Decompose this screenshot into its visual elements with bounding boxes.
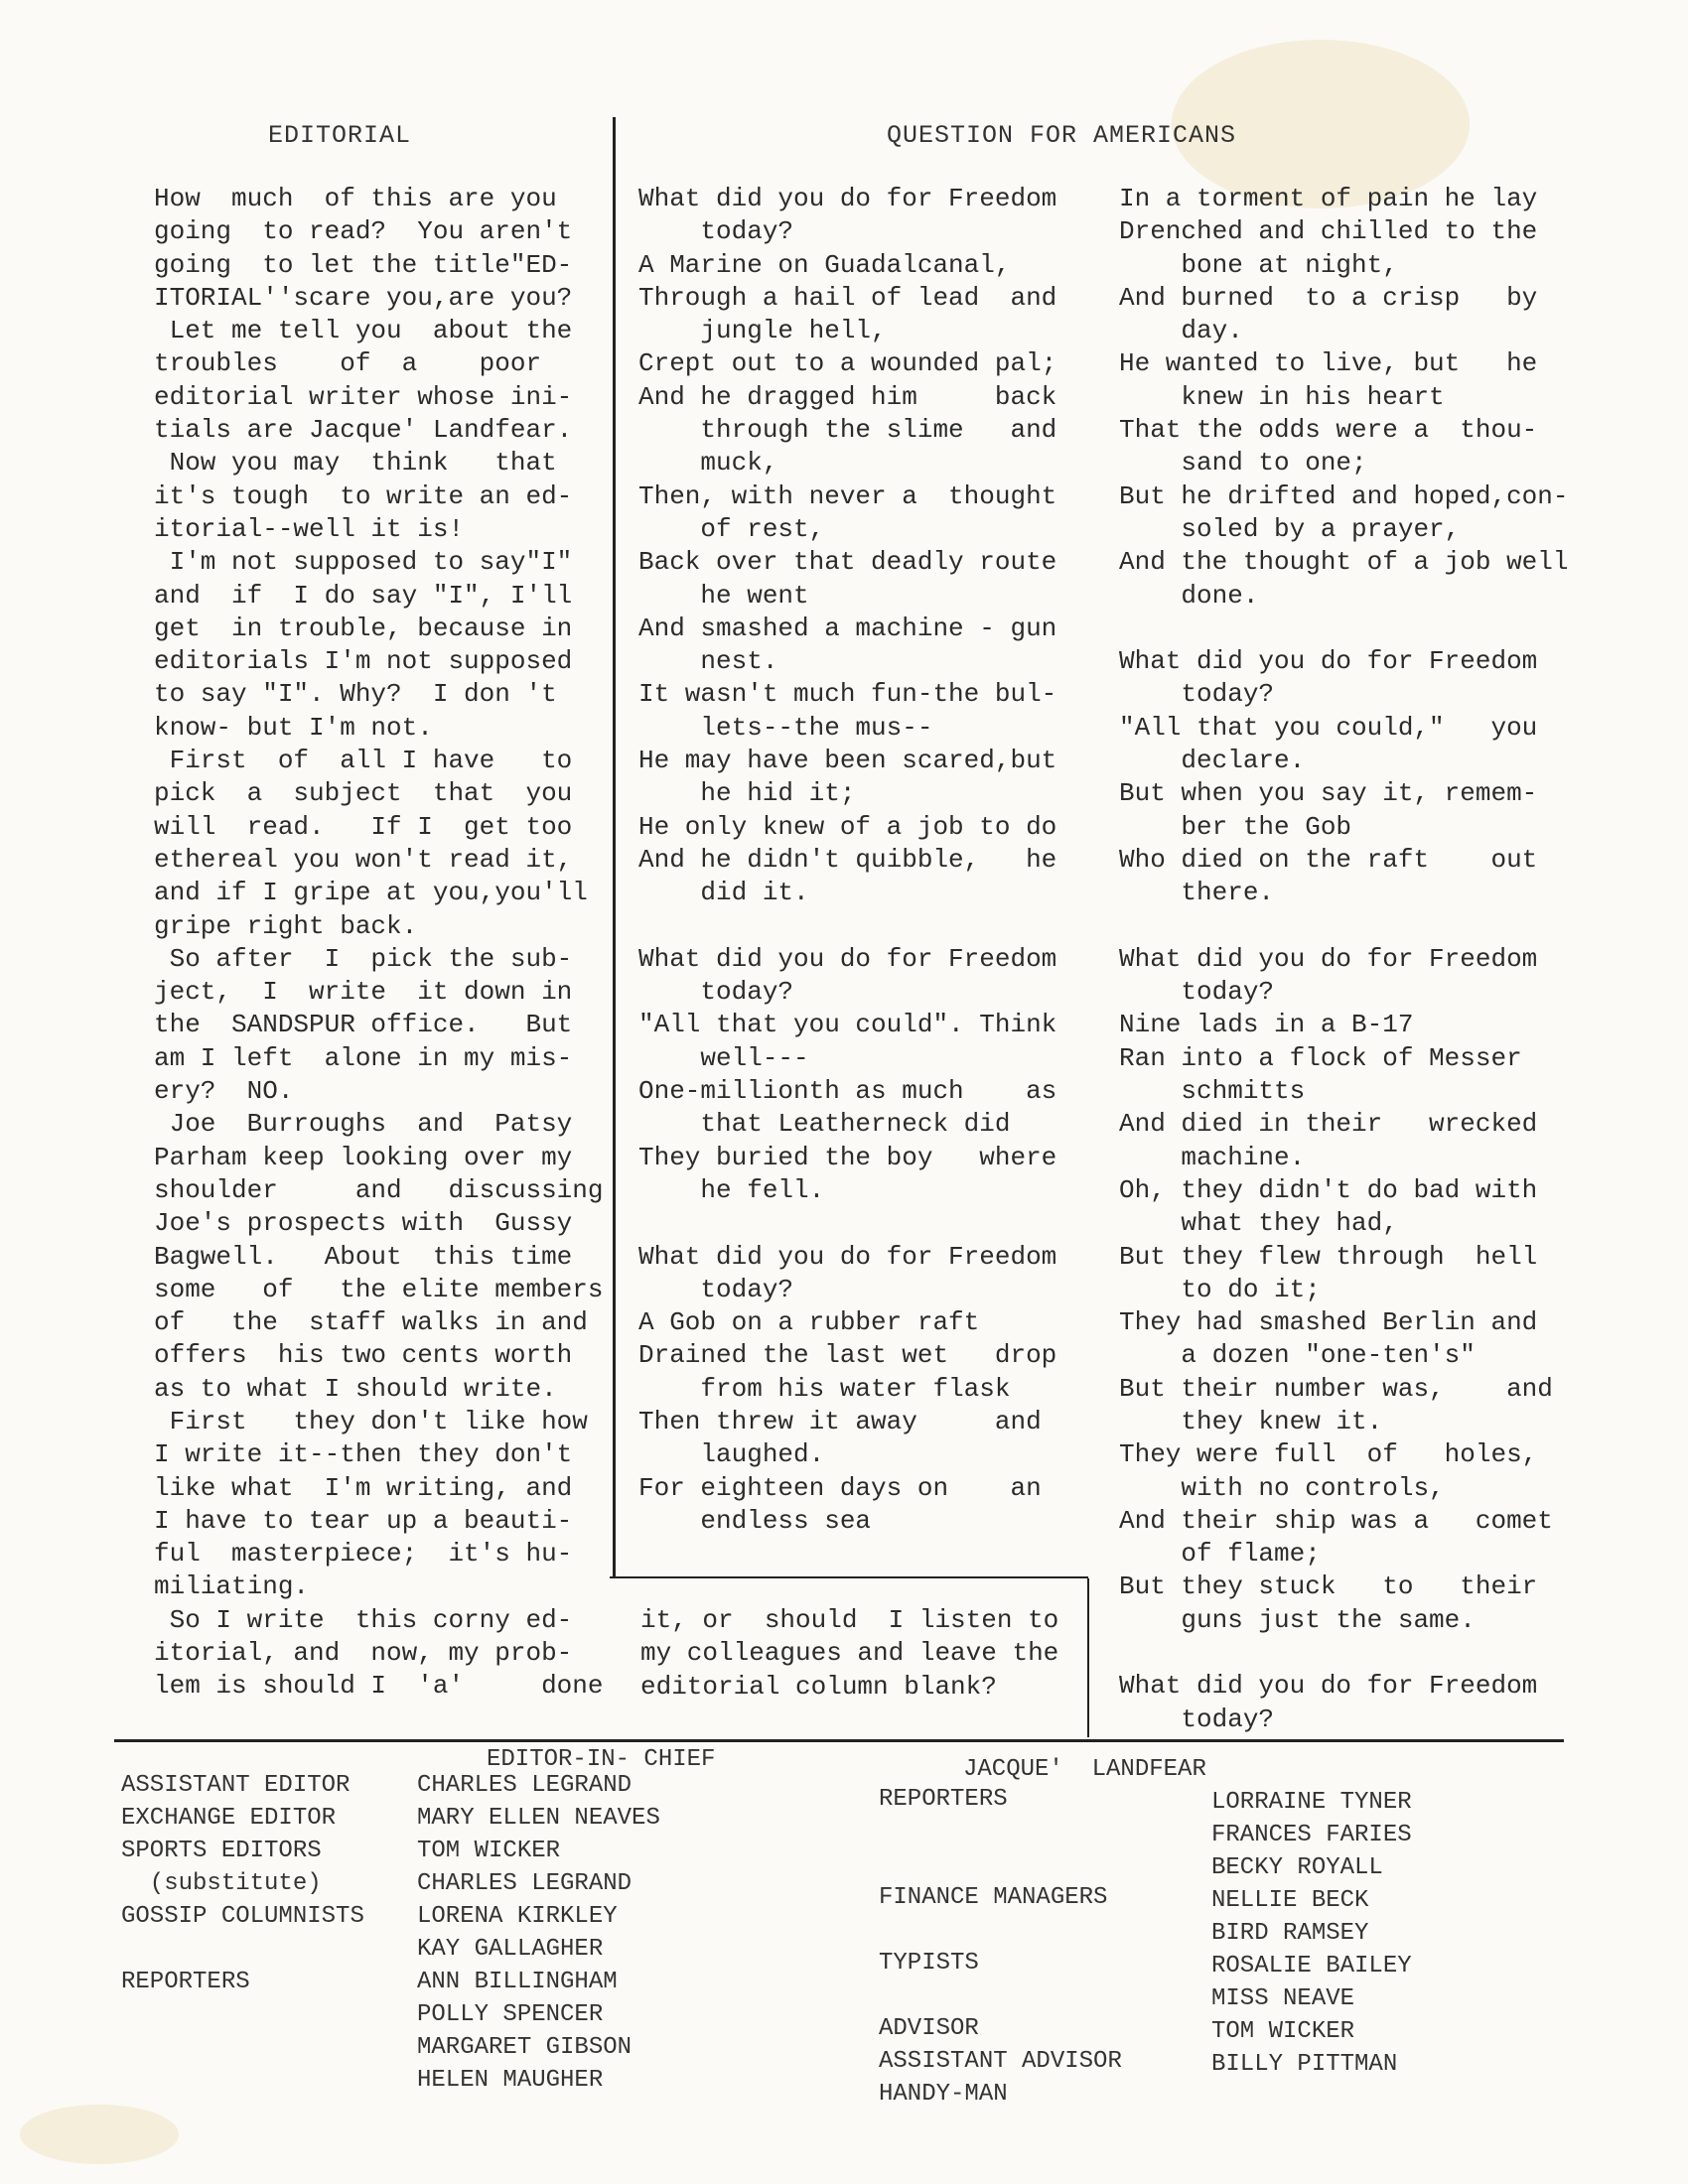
- editorial-line: editorial writer whose ini-: [154, 381, 573, 412]
- poem-line: nest.: [638, 646, 778, 677]
- poem-line: what they had,: [1119, 1208, 1398, 1239]
- staff-title: REPORTERS: [879, 1786, 1008, 1813]
- staff-title: [121, 1933, 364, 1966]
- staff-title: ADVISOR: [879, 2015, 979, 2042]
- staff-name: CHARLES LEGRAND: [417, 1870, 633, 1897]
- column-divider: [613, 117, 616, 1576]
- poem-line: Then threw it away and: [638, 1406, 1042, 1436]
- staff-name: MARGARET GIBSON: [417, 2034, 633, 2061]
- poem-line: of rest,: [638, 513, 825, 544]
- poem-line: machine.: [1119, 1142, 1306, 1172]
- editorial-line: I'm not supposed to say"I": [154, 547, 573, 578]
- poem-column-1: [638, 183, 1056, 1538]
- poem-line: Then, with never a thought: [638, 480, 1057, 511]
- staff-name: BILLY PITTMAN: [1211, 2051, 1398, 2078]
- editorial-line: troubles of a poor: [154, 348, 542, 379]
- editorial-line: tials are Jacque' Landfear.: [154, 415, 573, 446]
- editorial-line: So after I pick the sub-: [154, 943, 573, 974]
- editorial-line: offers his two cents worth: [154, 1340, 573, 1371]
- poem-line: declare.: [1119, 746, 1306, 776]
- continuation-box-right: [1087, 1578, 1089, 1737]
- editorial-line: Joe Burroughs and Patsy: [154, 1109, 573, 1140]
- poem-line: And he didn't quibble, he: [638, 844, 1057, 875]
- poem-line: [1119, 1637, 1675, 1670]
- poem-line: he hid it;: [638, 778, 856, 809]
- masthead-right-names: [1211, 1786, 1412, 2081]
- poem-line: done.: [1119, 580, 1259, 611]
- editorial-line: First of all I have to: [154, 746, 573, 776]
- poem-line: They were full of holes,: [1119, 1439, 1538, 1470]
- editorial-line: ITORIAL''scare you,are you?: [154, 282, 573, 313]
- poem-line: What did you do for Freedom: [638, 943, 1057, 974]
- staff-title: HANDY-MAN: [879, 2081, 1008, 2108]
- poem-line: A Gob on a rubber raft: [638, 1307, 980, 1338]
- poem-line: Through a hail of lead and: [638, 282, 1057, 313]
- masthead-left-names: [417, 1769, 660, 2097]
- poem-line: He may have been scared,but: [638, 746, 1057, 776]
- poem-column-2: [1119, 183, 1675, 1736]
- editorial-line: I have to tear up a beauti-: [154, 1505, 573, 1536]
- poem-line: did it.: [638, 878, 809, 908]
- editorial-line: editorials I'm not supposed: [154, 646, 573, 677]
- staff-title: (substitute): [121, 1870, 322, 1897]
- editorial-line: Bagwell. About this time: [154, 1241, 573, 1272]
- editorial-line: know- but I'm not.: [154, 712, 433, 743]
- poem-line: What did you do for Freedom: [638, 1241, 1057, 1272]
- poem-line: "All that you could," you: [1119, 712, 1538, 743]
- editorial-line: Joe's prospects with Gussy: [154, 1208, 573, 1239]
- poem-line: Nine lads in a B-17: [1119, 1010, 1414, 1040]
- poem-line: [638, 910, 1056, 943]
- editorial-line: like what I'm writing, and: [154, 1472, 573, 1503]
- editorial-continuation-line: my colleagues and leave the: [640, 1638, 1059, 1669]
- poem-line: of flame;: [1119, 1539, 1321, 1570]
- staff-title: SPORTS EDITORS: [121, 1838, 322, 1864]
- poem-line: It wasn't much fun-the bul-: [638, 679, 1057, 710]
- editorial-continuation: [640, 1604, 1058, 1704]
- editorial-line: pick a subject that you: [154, 778, 573, 809]
- staff-title: ASSISTANT EDITOR: [121, 1772, 351, 1799]
- poem-line: today?: [638, 1274, 794, 1304]
- poem-line: What did you do for Freedom: [638, 184, 1057, 213]
- staff-name: TOM WICKER: [1211, 2018, 1355, 2045]
- poem-line: that Leatherneck did: [638, 1109, 1011, 1140]
- poem-line: And he dragged him back: [638, 381, 1057, 412]
- staff-name: ANN BILLINGHAM: [417, 1969, 618, 1995]
- editorial-line: gripe right back.: [154, 910, 418, 941]
- editorial-line: going to let the title"ED-: [154, 249, 573, 280]
- poem-line: A Marine on Guadalcanal,: [638, 249, 1011, 280]
- poem-line: muck,: [638, 448, 778, 478]
- editorial-line: get in trouble, because in: [154, 613, 573, 643]
- poem-line: Back over that deadly route: [638, 547, 1057, 578]
- staff-title: [879, 1816, 1122, 1848]
- editorial-continuation-line: it, or should I listen to: [640, 1605, 1059, 1635]
- staff-name: MISS NEAVE: [1211, 1985, 1355, 2012]
- staff-title: ASSISTANT ADVISOR: [879, 2048, 1122, 2075]
- editorial-line: the SANDSPUR office. But: [154, 1010, 573, 1040]
- editorial-line: as to what I should write.: [154, 1373, 557, 1404]
- poem-line: And the thought of a job well: [1119, 547, 1569, 578]
- poem-box-bottom: [610, 1576, 1088, 1578]
- editorial-line: So I write this corny ed-: [154, 1604, 573, 1635]
- editorial-line: itorial, and now, my prob-: [154, 1638, 573, 1669]
- poem-line: schmitts: [1119, 1076, 1306, 1107]
- staff-name: BIRD RAMSEY: [1211, 1920, 1369, 1947]
- poem-line: But their number was, and: [1119, 1373, 1553, 1404]
- poem-line: well---: [638, 1042, 809, 1073]
- staff-title: [879, 1979, 1122, 2012]
- staff-name: FRANCES FARIES: [1211, 1822, 1412, 1848]
- staff-title: GOSSIP COLUMNISTS: [121, 1903, 364, 1930]
- poem-line: through the slime and: [638, 415, 1057, 446]
- poem-line: Drained the last wet drop: [638, 1340, 1057, 1371]
- staff-name: NELLIE BECK: [1211, 1887, 1369, 1914]
- poem-line: jungle hell,: [638, 316, 887, 346]
- masthead-rule: [114, 1739, 1564, 1742]
- editorial-line: of the staff walks in and: [154, 1307, 588, 1338]
- editorial-line: will read. If I get too: [154, 811, 573, 842]
- poem-line: He wanted to live, but he: [1119, 348, 1538, 379]
- editorial-line: and if I do say "I", I'll: [154, 580, 573, 611]
- editorial-column: [154, 183, 603, 1704]
- editorial-line: How much of this are you: [154, 184, 557, 213]
- poem-line: sand to one;: [1119, 448, 1367, 478]
- staff-name: CHARLES LEGRAND: [417, 1772, 633, 1799]
- poem-line: lets--the mus--: [638, 712, 933, 743]
- staff-name: POLLY SPENCER: [417, 2001, 604, 2028]
- poem-line: to do it;: [1119, 1274, 1321, 1304]
- editorial-line: Let me tell you about the: [154, 316, 573, 346]
- editorial-line: Parham keep looking over my: [154, 1142, 573, 1172]
- editorial-line: First they don't like how: [154, 1406, 588, 1436]
- poem-line: For eighteen days on an: [638, 1472, 1042, 1503]
- poem-line: from his water flask: [638, 1373, 1011, 1404]
- editorial-line: going to read? You aren't: [154, 216, 573, 247]
- staff-title: [879, 1848, 1122, 1881]
- editorial-line: lem is should I 'a' done: [154, 1671, 604, 1702]
- poem-line: And burned to a crisp by: [1119, 282, 1538, 313]
- masthead-left-titles: [121, 1769, 364, 1998]
- poem-heading: QUESTION FOR AMERICANS: [887, 121, 1237, 150]
- poem-line: day.: [1119, 316, 1243, 346]
- poem-line: And their ship was a comet: [1119, 1505, 1553, 1536]
- editorial-continuation-line: editorial column blank?: [640, 1671, 997, 1702]
- staff-name: TOM WICKER: [417, 1838, 561, 1864]
- poem-line: But they stuck to their: [1119, 1571, 1538, 1602]
- poem-line: Oh, they didn't do bad with: [1119, 1174, 1538, 1205]
- poem-line: He only knew of a job to do: [638, 811, 1057, 842]
- staff-name: LORRAINE TYNER: [1211, 1789, 1412, 1816]
- poem-line: today?: [1119, 977, 1275, 1008]
- staff-name: MARY ELLEN NEAVES: [417, 1805, 660, 1832]
- poem-line: But he drifted and hoped,con-: [1119, 480, 1569, 511]
- poem-line: soled by a prayer,: [1119, 513, 1461, 544]
- poem-line: Crept out to a wounded pal;: [638, 348, 1057, 379]
- poem-line: they knew it.: [1119, 1406, 1383, 1436]
- poem-line: there.: [1119, 878, 1275, 908]
- editorial-line: some of the elite members: [154, 1274, 604, 1304]
- editorial-line: ject, I write it down in: [154, 977, 573, 1008]
- poem-line: [1119, 613, 1675, 645]
- poem-line: ber the Gob: [1119, 811, 1352, 842]
- editorial-line: and if I gripe at you,you'll: [154, 878, 588, 908]
- poem-line: today?: [638, 216, 794, 247]
- poem-line: What did you do for Freedom: [1119, 1671, 1538, 1702]
- poem-line: he fell.: [638, 1174, 825, 1205]
- poem-line: guns just the same.: [1119, 1604, 1476, 1635]
- editorial-line: ery? NO.: [154, 1076, 294, 1107]
- editor-in-chief-label: EDITOR-IN- CHIEF: [487, 1746, 716, 1773]
- poem-line: with no controls,: [1119, 1472, 1445, 1503]
- editorial-line: shoulder and discussing: [154, 1174, 604, 1205]
- poem-line: One-millionth as much as: [638, 1076, 1057, 1107]
- poem-line: knew in his heart: [1119, 381, 1445, 412]
- staff-name: HELEN MAUGHER: [417, 2067, 604, 2094]
- poem-line: They had smashed Berlin and: [1119, 1307, 1538, 1338]
- poem-line: What did you do for Freedom: [1119, 943, 1538, 974]
- editorial-line: ethereal you won't read it,: [154, 844, 573, 875]
- editor-in-chief-name: JACQUE' LANDFEAR: [963, 1756, 1206, 1783]
- masthead-right-titles: [879, 1783, 1122, 2111]
- poem-line: today?: [1119, 1704, 1275, 1734]
- poem-line: a dozen "one-ten's": [1119, 1340, 1476, 1371]
- staff-title: EXCHANGE EDITOR: [121, 1805, 337, 1832]
- poem-line: laughed.: [638, 1439, 825, 1470]
- staff-name: LORENA KIRKLEY: [417, 1903, 618, 1930]
- poem-line: They buried the boy where: [638, 1142, 1057, 1172]
- poem-line: he went: [638, 580, 809, 611]
- poem-line: And died in their wrecked: [1119, 1109, 1538, 1140]
- editorial-line: itorial--well it is!: [154, 513, 465, 544]
- poem-line: In a torment of pain he lay: [1119, 184, 1538, 213]
- poem-line: "All that you could". Think: [638, 1010, 1057, 1040]
- editorial-line: I write it--then they don't: [154, 1439, 573, 1470]
- editorial-line: to say "I". Why? I don 't: [154, 679, 557, 710]
- poem-line: That the odds were a thou-: [1119, 415, 1538, 446]
- poem-line: But they flew through hell: [1119, 1241, 1538, 1272]
- poem-line: And smashed a machine - gun: [638, 613, 1057, 643]
- editorial-line: ful masterpiece; it's hu-: [154, 1539, 573, 1570]
- staff-name: BECKY ROYALL: [1211, 1854, 1383, 1881]
- poem-line: today?: [1119, 679, 1275, 710]
- poem-line: today?: [638, 977, 794, 1008]
- poem-line: endless sea: [638, 1505, 872, 1536]
- poem-line: What did you do for Freedom: [1119, 646, 1538, 677]
- staff-title: [879, 1914, 1122, 1947]
- editorial-line: am I left alone in my mis-: [154, 1042, 573, 1073]
- staff-name: ROSALIE BAILEY: [1211, 1953, 1412, 1979]
- poem-line: But when you say it, remem-: [1119, 778, 1538, 809]
- poem-line: [638, 1207, 1056, 1240]
- editorial-line: it's tough to write an ed-: [154, 480, 573, 511]
- poem-line: Drenched and chilled to the: [1119, 216, 1538, 247]
- poem-line: [1119, 910, 1675, 943]
- staff-name: KAY GALLAGHER: [417, 1936, 604, 1963]
- poem-line: bone at night,: [1119, 249, 1398, 280]
- editorial-line: miliating.: [154, 1571, 310, 1602]
- staff-title: FINANCE MANAGERS: [879, 1884, 1108, 1911]
- paper-stain: [20, 2105, 179, 2164]
- poem-line: Ran into a flock of Messer: [1119, 1042, 1522, 1073]
- editorial-heading: EDITORIAL: [268, 121, 412, 150]
- editorial-line: Now you may think that: [154, 448, 557, 478]
- staff-title: REPORTERS: [121, 1969, 250, 1995]
- poem-line: Who died on the raft out: [1119, 844, 1538, 875]
- staff-title: TYPISTS: [879, 1950, 979, 1977]
